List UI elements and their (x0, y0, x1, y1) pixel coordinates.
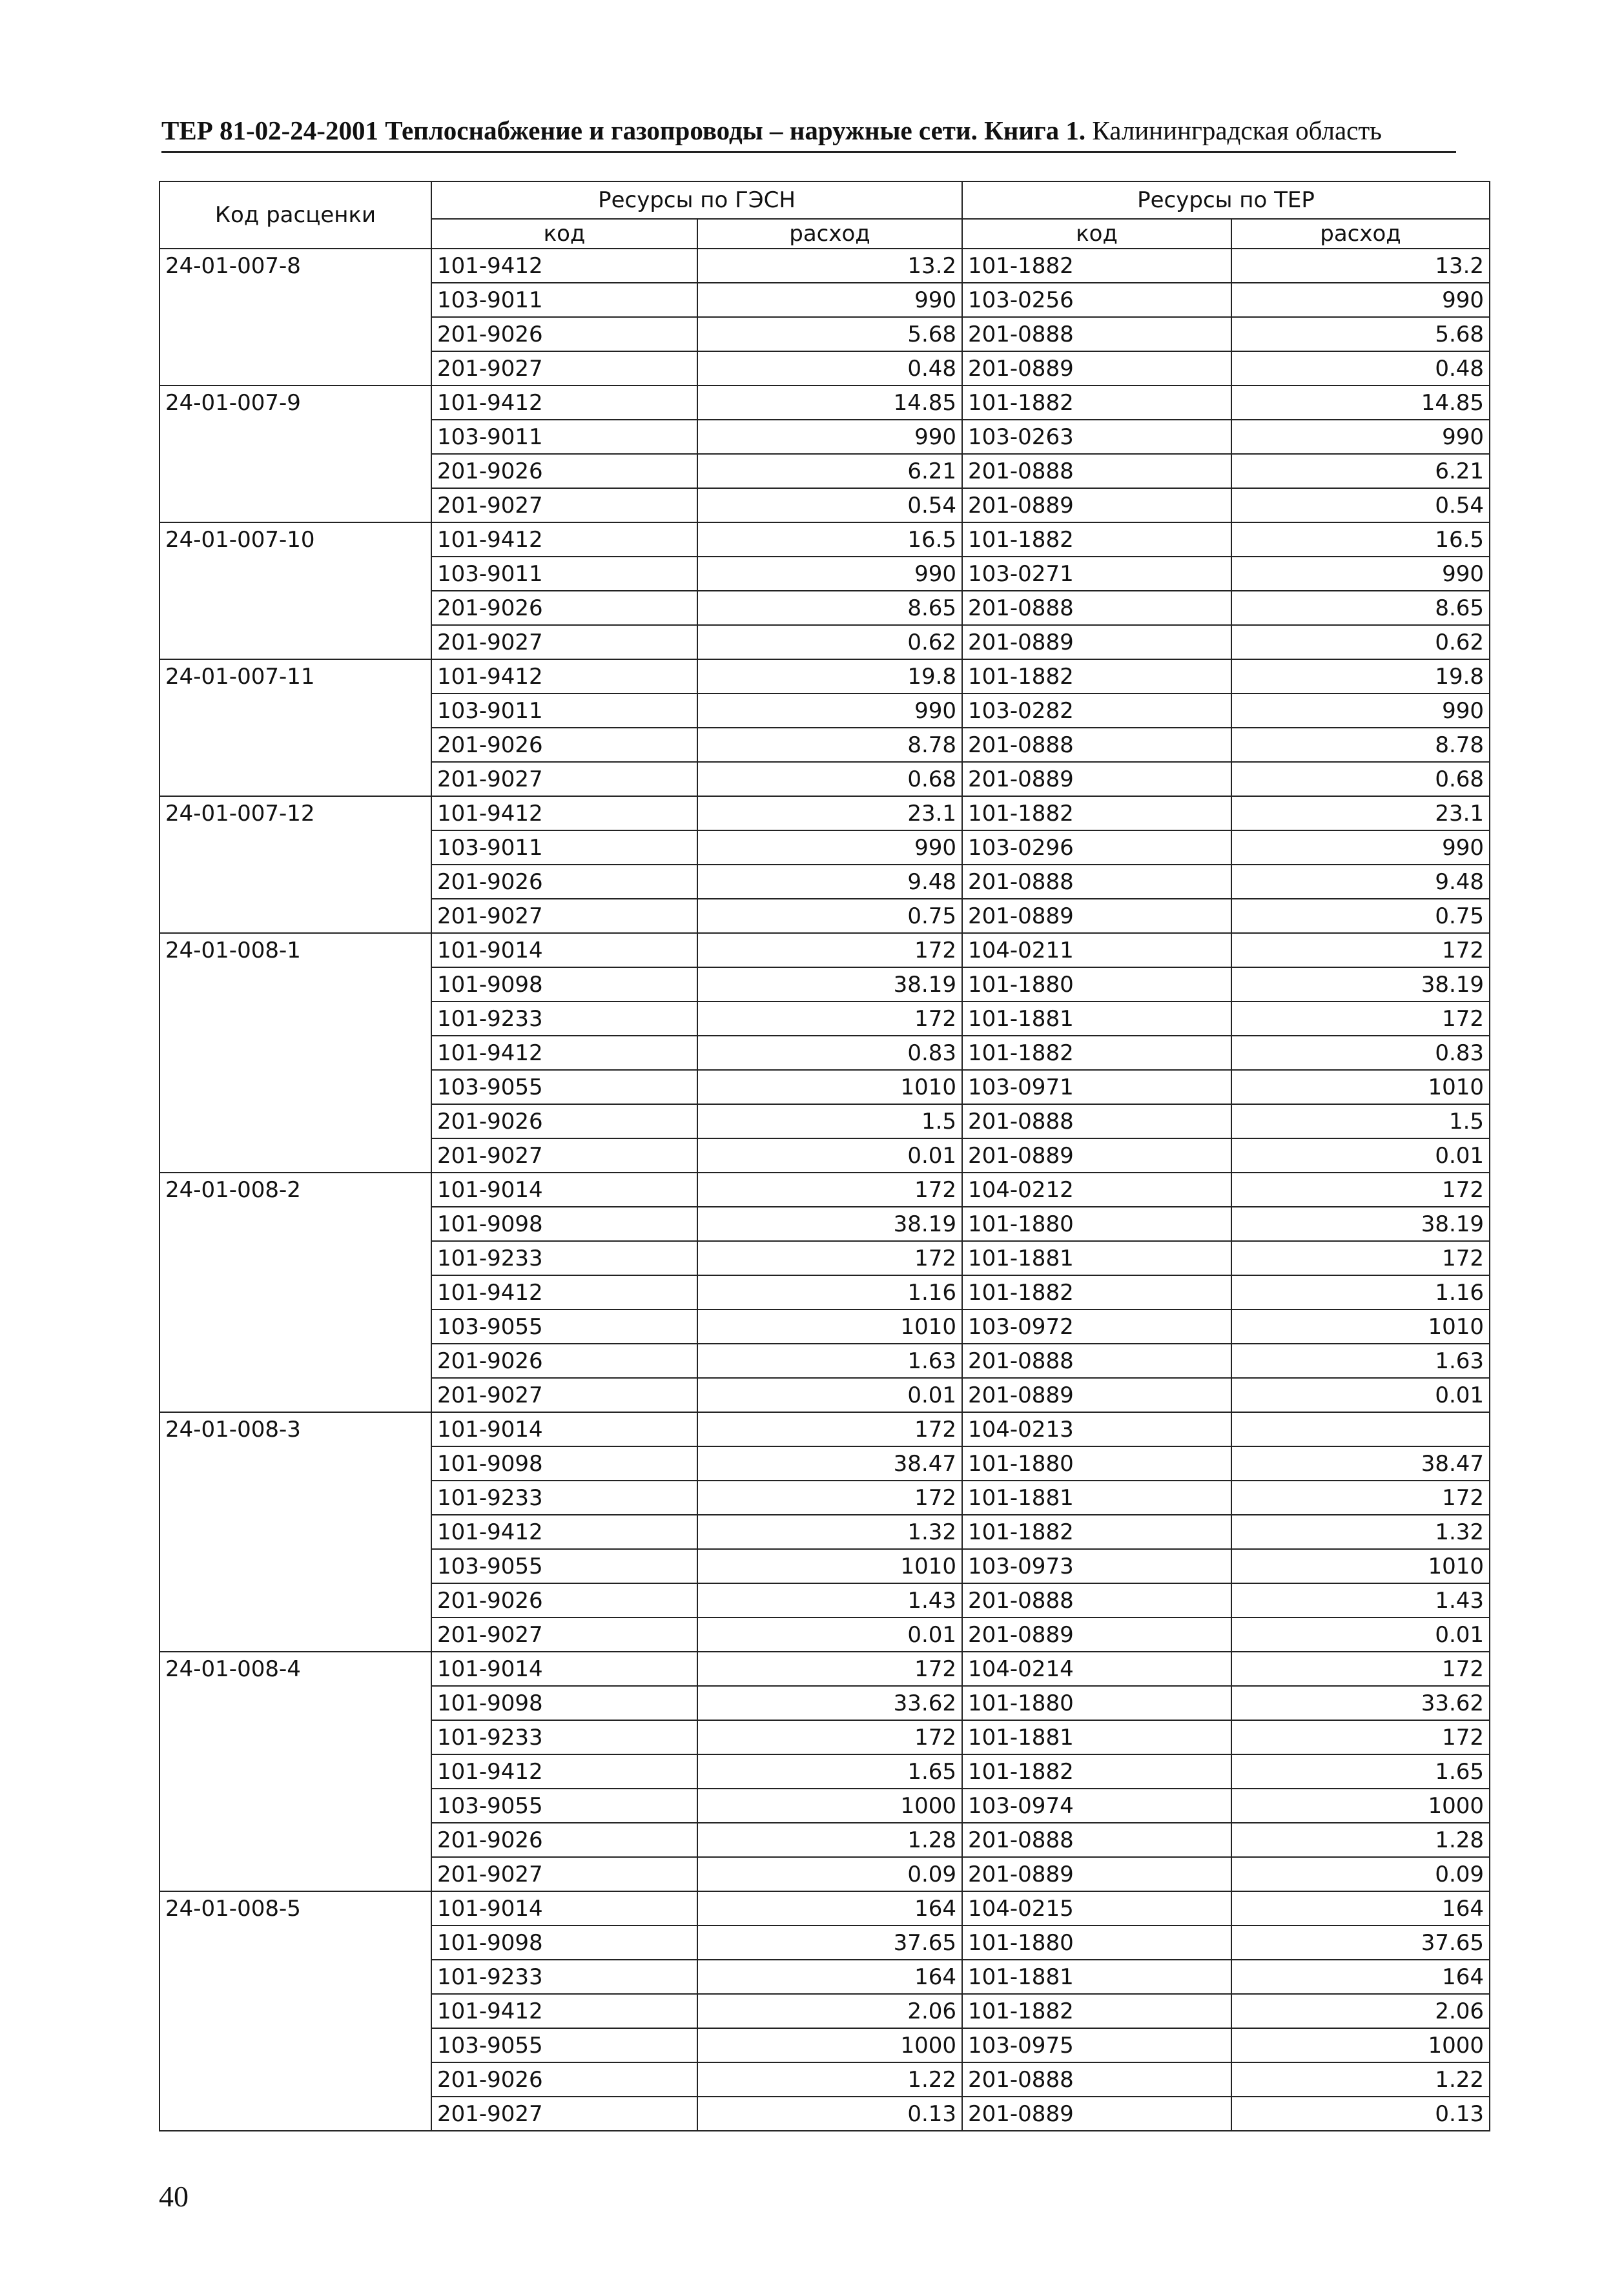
gesn-amount-cell: 1010 (697, 1070, 962, 1104)
gesn-code-cell: 201-9026 (431, 728, 697, 762)
gesn-amount-cell: 164 (697, 1960, 962, 1994)
ter-code-cell: 201-0888 (962, 1583, 1231, 1618)
subheader-ter-rashod: расход (1231, 219, 1490, 249)
ter-code-cell: 101-1882 (962, 522, 1231, 557)
ter-amount-cell: 6.21 (1231, 454, 1490, 488)
gesn-code-cell: 101-9412 (431, 249, 697, 283)
ter-code-cell: 201-0888 (962, 728, 1231, 762)
ter-code-cell: 104-0211 (962, 933, 1231, 967)
gesn-code-cell: 201-9027 (431, 488, 697, 522)
ter-amount-cell: 1.32 (1231, 1515, 1490, 1549)
ter-amount-cell: 1.22 (1231, 2062, 1490, 2097)
gesn-amount-cell: 172 (697, 1720, 962, 1754)
ter-code-cell: 201-0889 (962, 625, 1231, 659)
table-row (159, 1652, 1490, 1686)
gesn-code-cell: 201-9026 (431, 454, 697, 488)
ter-code-cell: 201-0889 (962, 762, 1231, 796)
ter-code-cell: 103-0973 (962, 1549, 1231, 1583)
ter-amount-cell: 990 (1231, 557, 1490, 591)
gesn-amount-cell: 990 (697, 693, 962, 728)
ter-amount-cell: 0.54 (1231, 488, 1490, 522)
gesn-amount-cell: 1000 (697, 2028, 962, 2062)
gesn-code-cell: 101-9412 (431, 385, 697, 420)
gesn-amount-cell: 1.22 (697, 2062, 962, 2097)
header-region: Калининградская область (1085, 116, 1382, 145)
gesn-amount-cell: 990 (697, 283, 962, 317)
ter-code-cell: 103-0256 (962, 283, 1231, 317)
ter-amount-cell: 19.8 (1231, 659, 1490, 693)
gesn-amount-cell: 990 (697, 830, 962, 865)
ter-code-cell: 103-0972 (962, 1309, 1231, 1344)
gesn-amount-cell: 1.63 (697, 1344, 962, 1378)
ter-amount-cell: 1010 (1231, 1309, 1490, 1344)
ter-amount-cell: 1.43 (1231, 1583, 1490, 1618)
gesn-amount-cell: 16.5 (697, 522, 962, 557)
ter-code-cell: 104-0212 (962, 1173, 1231, 1207)
ter-code-cell: 201-0888 (962, 317, 1231, 351)
gesn-code-cell: 103-9055 (431, 1070, 697, 1104)
subheader-gesn-rashod: расход (697, 219, 962, 249)
gesn-amount-cell: 0.54 (697, 488, 962, 522)
page-number: 40 (159, 2180, 189, 2213)
ter-code-cell: 201-0888 (962, 2062, 1231, 2097)
ter-code-cell: 101-1881 (962, 1720, 1231, 1754)
gesn-code-cell: 103-9011 (431, 420, 697, 454)
gesn-amount-cell: 0.09 (697, 1857, 962, 1891)
gesn-code-cell: 103-9055 (431, 1789, 697, 1823)
ter-amount-cell: 172 (1231, 933, 1490, 967)
ter-code-cell: 201-0888 (962, 1823, 1231, 1857)
gesn-amount-cell: 990 (697, 557, 962, 591)
gesn-amount-cell: 172 (697, 1412, 962, 1446)
resources-table (159, 181, 1490, 2131)
gesn-code-cell: 101-9233 (431, 1481, 697, 1515)
ter-code-cell: 104-0213 (962, 1412, 1231, 1446)
gesn-amount-cell: 0.62 (697, 625, 962, 659)
ter-code-cell: 201-0889 (962, 1378, 1231, 1412)
gesn-amount-cell: 14.85 (697, 385, 962, 420)
gesn-amount-cell: 0.75 (697, 899, 962, 933)
ter-amount-cell: 172 (1231, 1173, 1490, 1207)
rate-code-cell: 24-01-007-10 (159, 522, 431, 659)
ter-amount-cell: 1.65 (1231, 1754, 1490, 1789)
ter-code-cell: 101-1880 (962, 1926, 1231, 1960)
column-group-ter: Ресурсы по ТЕР (962, 181, 1490, 219)
gesn-code-cell: 101-9014 (431, 933, 697, 967)
ter-amount-cell: 9.48 (1231, 865, 1490, 899)
gesn-amount-cell: 37.65 (697, 1926, 962, 1960)
ter-amount-cell: 0.68 (1231, 762, 1490, 796)
gesn-code-cell: 101-9098 (431, 1446, 697, 1481)
gesn-code-cell: 101-9412 (431, 1754, 697, 1789)
gesn-code-cell: 101-9233 (431, 1960, 697, 1994)
ter-amount-cell: 5.68 (1231, 317, 1490, 351)
ter-code-cell: 101-1880 (962, 1446, 1231, 1481)
ter-code-cell: 201-0888 (962, 1344, 1231, 1378)
gesn-code-cell: 103-9055 (431, 2028, 697, 2062)
ter-amount-cell: 1000 (1231, 2028, 1490, 2062)
gesn-amount-cell: 38.19 (697, 1207, 962, 1241)
gesn-code-cell: 101-9233 (431, 1241, 697, 1275)
ter-code-cell: 101-1882 (962, 385, 1231, 420)
ter-amount-cell: 8.65 (1231, 591, 1490, 625)
gesn-amount-cell: 0.01 (697, 1618, 962, 1652)
table-row (159, 1412, 1490, 1446)
gesn-amount-cell: 13.2 (697, 249, 962, 283)
ter-code-cell: 201-0889 (962, 1618, 1231, 1652)
gesn-code-cell: 103-9011 (431, 557, 697, 591)
table-row (159, 933, 1490, 967)
ter-code-cell: 101-1882 (962, 1275, 1231, 1309)
gesn-amount-cell: 38.19 (697, 967, 962, 1001)
ter-amount-cell: 0.09 (1231, 1857, 1490, 1891)
gesn-amount-cell: 9.48 (697, 865, 962, 899)
gesn-amount-cell: 8.78 (697, 728, 962, 762)
ter-amount-cell: 37.65 (1231, 1926, 1490, 1960)
ter-code-cell: 201-0889 (962, 1138, 1231, 1173)
ter-code-cell: 103-0282 (962, 693, 1231, 728)
ter-amount-cell: 164 (1231, 1960, 1490, 1994)
gesn-code-cell: 201-9027 (431, 1138, 697, 1173)
ter-code-cell: 101-1882 (962, 1036, 1231, 1070)
rate-code-cell: 24-01-007-12 (159, 796, 431, 933)
ter-amount-cell: 990 (1231, 420, 1490, 454)
ter-amount-cell: 38.19 (1231, 967, 1490, 1001)
gesn-amount-cell: 172 (697, 1173, 962, 1207)
rate-code-cell: 24-01-007-11 (159, 659, 431, 796)
table-body (159, 249, 1490, 2131)
gesn-code-cell: 201-9026 (431, 865, 697, 899)
ter-amount-cell: 13.2 (1231, 249, 1490, 283)
gesn-amount-cell: 0.01 (697, 1378, 962, 1412)
gesn-code-cell: 103-9011 (431, 283, 697, 317)
gesn-code-cell: 101-9014 (431, 1173, 697, 1207)
gesn-code-cell: 201-9026 (431, 317, 697, 351)
ter-amount-cell: 1.16 (1231, 1275, 1490, 1309)
gesn-amount-cell: 1.43 (697, 1583, 962, 1618)
gesn-amount-cell: 2.06 (697, 1994, 962, 2028)
rate-code-cell: 24-01-007-8 (159, 249, 431, 385)
gesn-amount-cell: 990 (697, 420, 962, 454)
gesn-amount-cell: 1000 (697, 1789, 962, 1823)
gesn-amount-cell: 1.32 (697, 1515, 962, 1549)
gesn-amount-cell: 0.68 (697, 762, 962, 796)
ter-code-cell: 201-0888 (962, 1104, 1231, 1138)
ter-amount-cell: 0.83 (1231, 1036, 1490, 1070)
ter-amount-cell: 33.62 (1231, 1686, 1490, 1720)
gesn-code-cell: 101-9014 (431, 1412, 697, 1446)
gesn-code-cell: 201-9026 (431, 1104, 697, 1138)
gesn-code-cell: 201-9027 (431, 762, 697, 796)
ter-amount-cell: 1.5 (1231, 1104, 1490, 1138)
table-row (159, 522, 1490, 557)
ter-code-cell: 104-0215 (962, 1891, 1231, 1926)
gesn-amount-cell: 0.13 (697, 2097, 962, 2131)
ter-code-cell: 103-0971 (962, 1070, 1231, 1104)
ter-amount-cell: 990 (1231, 283, 1490, 317)
table-header (159, 181, 1490, 249)
ter-code-cell: 101-1881 (962, 1960, 1231, 1994)
gesn-amount-cell: 172 (697, 1652, 962, 1686)
ter-amount-cell: 172 (1231, 1720, 1490, 1754)
gesn-amount-cell: 1.65 (697, 1754, 962, 1789)
gesn-code-cell: 201-9027 (431, 1857, 697, 1891)
rate-code-cell: 24-01-008-1 (159, 933, 431, 1173)
gesn-amount-cell: 0.83 (697, 1036, 962, 1070)
gesn-amount-cell: 172 (697, 933, 962, 967)
ter-amount-cell: 172 (1231, 1241, 1490, 1275)
subheader-ter-kod: код (962, 219, 1231, 249)
ter-amount-cell: 164 (1231, 1891, 1490, 1926)
gesn-amount-cell: 5.68 (697, 317, 962, 351)
gesn-code-cell: 101-9412 (431, 1994, 697, 2028)
ter-amount-cell: 14.85 (1231, 385, 1490, 420)
ter-code-cell: 101-1881 (962, 1241, 1231, 1275)
ter-amount-cell: 8.78 (1231, 728, 1490, 762)
ter-code-cell: 101-1882 (962, 1515, 1231, 1549)
gesn-amount-cell: 19.8 (697, 659, 962, 693)
ter-code-cell: 103-0263 (962, 420, 1231, 454)
gesn-code-cell: 201-9026 (431, 2062, 697, 2097)
ter-amount-cell: 0.01 (1231, 1618, 1490, 1652)
table-row (159, 1891, 1490, 1926)
gesn-code-cell: 101-9412 (431, 522, 697, 557)
gesn-code-cell: 103-9011 (431, 830, 697, 865)
gesn-code-cell: 201-9026 (431, 591, 697, 625)
gesn-code-cell: 101-9233 (431, 1001, 697, 1036)
ter-code-cell: 201-0889 (962, 899, 1231, 933)
column-group-gesn: Ресурсы по ГЭСН (431, 181, 962, 219)
ter-code-cell: 104-0214 (962, 1652, 1231, 1686)
subheader-gesn-kod: код (431, 219, 697, 249)
ter-amount-cell: 16.5 (1231, 522, 1490, 557)
rate-code-cell: 24-01-007-9 (159, 385, 431, 522)
ter-code-cell: 201-0889 (962, 2097, 1231, 2131)
ter-code-cell: 201-0888 (962, 865, 1231, 899)
gesn-code-cell: 101-9098 (431, 1686, 697, 1720)
column-header-code: Код расценки (159, 181, 431, 249)
ter-amount-cell (1231, 1412, 1490, 1446)
ter-code-cell: 201-0888 (962, 591, 1231, 625)
table-row (159, 659, 1490, 693)
gesn-code-cell: 103-9011 (431, 693, 697, 728)
ter-code-cell: 101-1880 (962, 1207, 1231, 1241)
gesn-code-cell: 101-9412 (431, 1515, 697, 1549)
table-row (159, 385, 1490, 420)
rate-code-cell: 24-01-008-3 (159, 1412, 431, 1652)
ter-code-cell: 201-0889 (962, 488, 1231, 522)
table-row (159, 796, 1490, 830)
gesn-amount-cell: 172 (697, 1001, 962, 1036)
ter-amount-cell: 990 (1231, 830, 1490, 865)
ter-amount-cell: 1.63 (1231, 1344, 1490, 1378)
ter-code-cell: 103-0296 (962, 830, 1231, 865)
gesn-amount-cell: 0.48 (697, 351, 962, 385)
gesn-code-cell: 101-9014 (431, 1652, 697, 1686)
gesn-amount-cell: 8.65 (697, 591, 962, 625)
ter-amount-cell: 1000 (1231, 1789, 1490, 1823)
gesn-code-cell: 103-9055 (431, 1549, 697, 1583)
gesn-code-cell: 101-9412 (431, 659, 697, 693)
gesn-amount-cell: 172 (697, 1241, 962, 1275)
gesn-code-cell: 201-9026 (431, 1344, 697, 1378)
ter-code-cell: 101-1881 (962, 1481, 1231, 1515)
ter-code-cell: 103-0975 (962, 2028, 1231, 2062)
gesn-amount-cell: 1.28 (697, 1823, 962, 1857)
ter-code-cell: 101-1882 (962, 1994, 1231, 2028)
header-divider (161, 151, 1456, 153)
ter-amount-cell: 38.19 (1231, 1207, 1490, 1241)
gesn-code-cell: 101-9098 (431, 967, 697, 1001)
ter-code-cell: 101-1881 (962, 1001, 1231, 1036)
ter-amount-cell: 172 (1231, 1481, 1490, 1515)
gesn-code-cell: 201-9027 (431, 351, 697, 385)
ter-amount-cell: 2.06 (1231, 1994, 1490, 2028)
gesn-amount-cell: 1.16 (697, 1275, 962, 1309)
ter-code-cell: 101-1882 (962, 249, 1231, 283)
gesn-code-cell: 201-9027 (431, 899, 697, 933)
page-header (161, 115, 1427, 146)
ter-amount-cell: 1010 (1231, 1549, 1490, 1583)
gesn-code-cell: 201-9027 (431, 1378, 697, 1412)
rate-code-cell: 24-01-008-5 (159, 1891, 431, 2131)
gesn-code-cell: 201-9026 (431, 1823, 697, 1857)
table-row (159, 249, 1490, 283)
ter-amount-cell: 0.13 (1231, 2097, 1490, 2131)
rate-code-cell: 24-01-008-2 (159, 1173, 431, 1412)
ter-amount-cell: 0.62 (1231, 625, 1490, 659)
gesn-code-cell: 201-9027 (431, 625, 697, 659)
gesn-code-cell: 101-9098 (431, 1207, 697, 1241)
ter-amount-cell: 0.75 (1231, 899, 1490, 933)
ter-amount-cell: 1.28 (1231, 1823, 1490, 1857)
table-row (159, 1173, 1490, 1207)
gesn-amount-cell: 1.5 (697, 1104, 962, 1138)
ter-code-cell: 103-0974 (962, 1789, 1231, 1823)
rate-code-cell: 24-01-008-4 (159, 1652, 431, 1891)
gesn-code-cell: 101-9233 (431, 1720, 697, 1754)
header-title: ТЕР 81-02-24-2001 Теплоснабжение и газопроводы – наружные сети. Книга 1. (161, 116, 1086, 145)
ter-amount-cell: 172 (1231, 1652, 1490, 1686)
gesn-amount-cell: 172 (697, 1481, 962, 1515)
gesn-code-cell: 201-9027 (431, 2097, 697, 2131)
ter-code-cell: 201-0889 (962, 1857, 1231, 1891)
gesn-amount-cell: 1010 (697, 1309, 962, 1344)
gesn-code-cell: 101-9014 (431, 1891, 697, 1926)
ter-code-cell: 201-0888 (962, 454, 1231, 488)
gesn-code-cell: 103-9055 (431, 1309, 697, 1344)
gesn-amount-cell: 38.47 (697, 1446, 962, 1481)
gesn-amount-cell: 1010 (697, 1549, 962, 1583)
ter-code-cell: 101-1882 (962, 659, 1231, 693)
ter-amount-cell: 23.1 (1231, 796, 1490, 830)
gesn-code-cell: 201-9027 (431, 1618, 697, 1652)
ter-amount-cell: 990 (1231, 693, 1490, 728)
ter-amount-cell: 0.01 (1231, 1378, 1490, 1412)
ter-amount-cell: 1010 (1231, 1070, 1490, 1104)
ter-amount-cell: 38.47 (1231, 1446, 1490, 1481)
ter-amount-cell: 0.01 (1231, 1138, 1490, 1173)
gesn-code-cell: 101-9412 (431, 796, 697, 830)
ter-code-cell: 101-1880 (962, 967, 1231, 1001)
gesn-amount-cell: 0.01 (697, 1138, 962, 1173)
ter-amount-cell: 172 (1231, 1001, 1490, 1036)
ter-code-cell: 103-0271 (962, 557, 1231, 591)
gesn-amount-cell: 6.21 (697, 454, 962, 488)
ter-code-cell: 101-1882 (962, 796, 1231, 830)
gesn-code-cell: 101-9412 (431, 1036, 697, 1070)
ter-code-cell: 101-1882 (962, 1754, 1231, 1789)
gesn-code-cell: 201-9026 (431, 1583, 697, 1618)
ter-code-cell: 201-0889 (962, 351, 1231, 385)
gesn-amount-cell: 23.1 (697, 796, 962, 830)
gesn-amount-cell: 164 (697, 1891, 962, 1926)
gesn-amount-cell: 33.62 (697, 1686, 962, 1720)
ter-amount-cell: 0.48 (1231, 351, 1490, 385)
ter-code-cell: 101-1880 (962, 1686, 1231, 1720)
gesn-code-cell: 101-9412 (431, 1275, 697, 1309)
gesn-code-cell: 101-9098 (431, 1926, 697, 1960)
